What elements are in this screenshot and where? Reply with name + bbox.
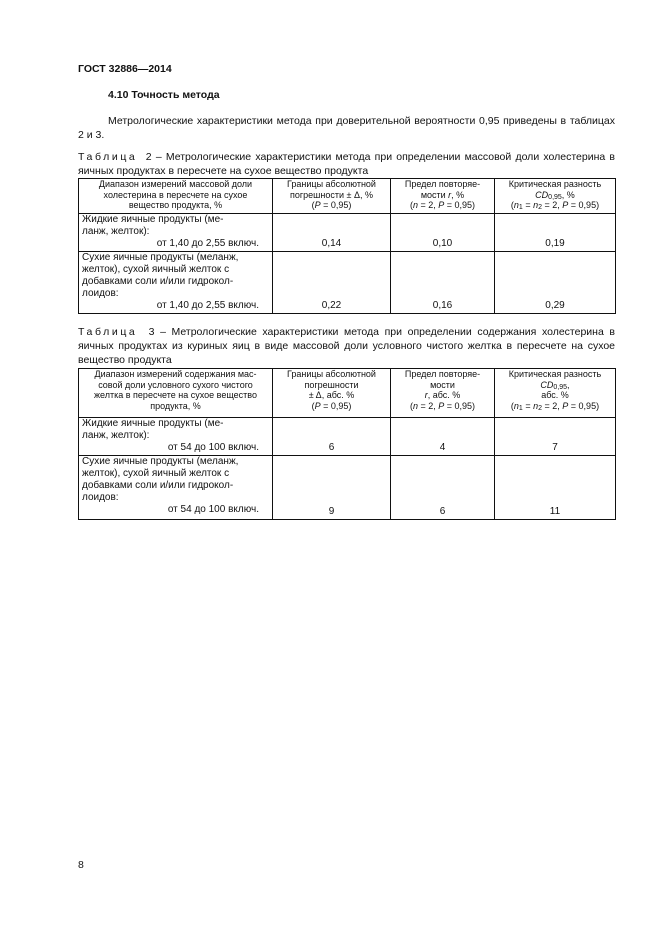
page-number: 8	[78, 859, 84, 871]
table3-row1-rep: 4	[391, 418, 495, 456]
table-row	[79, 418, 616, 456]
range-label: от 54 до 100 включ.	[167, 442, 259, 453]
table3-caption-number: 3	[148, 326, 155, 338]
range-label: от 54 до 100 включ.	[167, 504, 259, 515]
table3-row1-abs: 6	[273, 418, 391, 456]
table2-row1-product: Жидкие яичные продукты (ме- ланж, желток): от 1,40 до 2,55 включ.	[79, 214, 273, 252]
table3-header-range: Диапазон измерений содержания мас- совой доли условного сухого чистого желтка в пересчете на сухое вещество продукта, %	[79, 369, 273, 418]
range-label: от 1,40 до 2,55 включ.	[156, 300, 259, 311]
table2-header-row	[79, 179, 616, 214]
table2-caption-number: 2	[145, 151, 152, 163]
table3-header-row	[79, 369, 616, 418]
table2-caption-text: – Метрологические характеристики метода при определении массовой доли холестерина в яичных продуктах в пересчете на сухое вещество продукта	[78, 151, 615, 177]
table3-row2-abs: 9	[273, 456, 391, 520]
table2-row1-rep: 0,10	[391, 214, 495, 252]
table2-row2-crit: 0,29	[495, 252, 616, 314]
table3-row2-product: Сухие яичные продукты (меланж, желток), сухой яичный желток с добавками соли и/или гидрокол- лоидов: от 54 до 100 включ.	[79, 456, 273, 520]
table3-row1-crit: 7	[495, 418, 616, 456]
table2-row1-abs: 0,14	[273, 214, 391, 252]
table3-header-repeatability: Предел повторяе- мости r, абс. % (n = 2, P = 0,95)	[391, 369, 495, 418]
table2-header-abs-error: Границы абсолютной погрешности ± Δ, % (P = 0,95)	[273, 179, 391, 214]
table2-row2-product: Сухие яичные продукты (меланж, желток), сухой яичный желток с добавками соли и/или гидрокол- лоидов: от 1,40 до 2,55 включ.	[79, 252, 273, 314]
table-2	[78, 178, 616, 314]
table3-header-abs-error: Границы абсолютной погрешности ± Δ, абс. % (P = 0,95)	[273, 369, 391, 418]
table2-caption	[78, 150, 615, 178]
table3-header-critical-difference: Критическая разность $CD_{0,95}$, абс. % ($n_1 = n_2 = 2$, P = 0,95)	[495, 369, 616, 418]
table2-header-range: Диапазон измерений массовой доли холестерина в пересчете на сухое вещество продукта, %	[79, 179, 273, 214]
table3-row1-product: Жидкие яичные продукты (ме- ланж, желток): от 54 до 100 включ.	[79, 418, 273, 456]
table3-row2-rep: 6	[391, 456, 495, 520]
table2-header-critical-difference: Критическая разность $CD_{0,95}$, % ($n_1 = n_2 = 2$, P = 0,95)	[495, 179, 616, 214]
table-3	[78, 368, 616, 520]
table-row	[79, 214, 616, 252]
table3-caption-word: Таблица	[78, 326, 138, 338]
table3-caption-text: – Метрологические характеристики метода при определении содержания холестерина в яичных продуктах из куриных яиц в виде массовой доли условного чистого желтка в пересчете на сухое вещество продукта	[78, 326, 615, 366]
table2-row2-abs: 0,22	[273, 252, 391, 314]
range-label: от 1,40 до 2,55 включ.	[156, 238, 259, 249]
section-title: 4.10 Точность метода	[108, 89, 220, 101]
table2-header-repeatability: Предел повторяе- мости r, % (n = 2, P = 0,95)	[391, 179, 495, 214]
table3-row2-crit: 11	[495, 456, 616, 520]
table2-row2-rep: 0,16	[391, 252, 495, 314]
table2-caption-word: Таблица	[78, 151, 138, 163]
document-id: ГОСТ 32886—2014	[78, 63, 172, 75]
table-row	[79, 456, 616, 520]
intro-paragraph: Метрологические характеристики метода при доверительной вероятности 0,95 приведены в таблицах 2 и 3.	[78, 115, 615, 141]
table3-caption	[78, 325, 615, 367]
table-row	[79, 252, 616, 314]
table2-row1-crit: 0,19	[495, 214, 616, 252]
